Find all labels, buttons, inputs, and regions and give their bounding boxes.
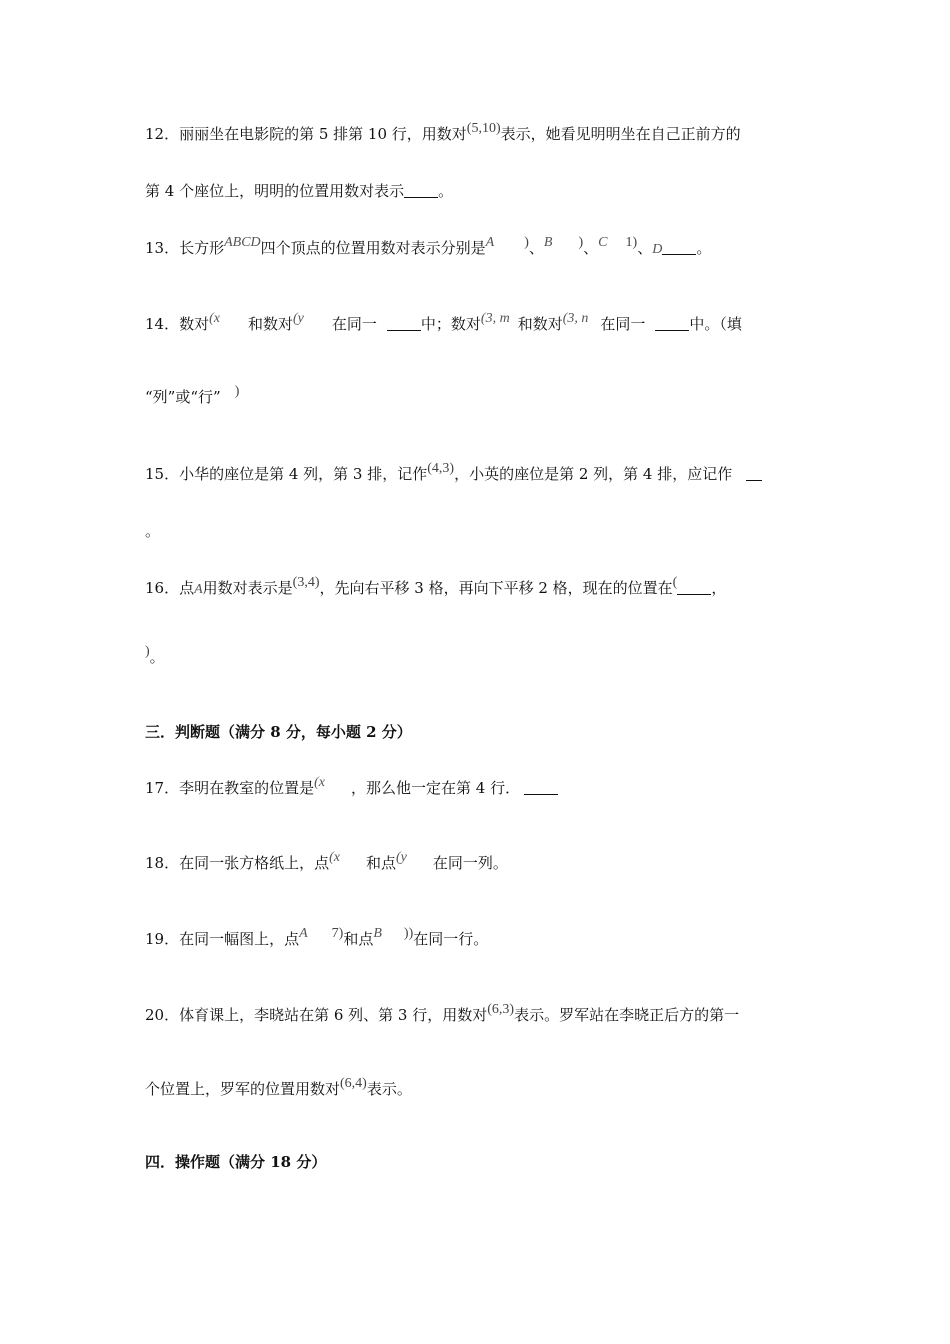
math-pair: (5,10) xyxy=(466,121,501,136)
answer-blank[interactable] xyxy=(677,580,711,595)
q15-line2: 。 xyxy=(145,522,161,540)
q20-line2: 个位置上，罗军的位置用数对(6,4)表示。 xyxy=(145,1076,412,1098)
q19-line: 19．在同一幅图上，点A 7)和点B ))在同一行。 xyxy=(145,926,489,948)
q16-line2: )。 xyxy=(145,644,165,666)
q17-line: 17．李明在教室的位置是(x ，那么他一定在第 4 行． xyxy=(145,778,558,800)
answer-blank[interactable] xyxy=(655,316,689,331)
section-heading-judgement: 三．判断题（满分 8 分，每小题 2 分） xyxy=(145,723,412,741)
q20-line1: 20．体育课上，李晓站在第 6 列、第 3 行，用数对(6,3)表示。罗军站在李晓正后方的第一 xyxy=(145,1002,740,1024)
answer-blank[interactable] xyxy=(662,240,696,255)
q16-line1: 16．点A用数对表示是(3,4)，先向右平移 3 格，再向下平移 2 格，现在的位置在( ， xyxy=(145,575,727,597)
answer-blank[interactable] xyxy=(524,780,558,795)
q14-line2: “列”或“行” ) xyxy=(145,384,240,406)
q12-line1: 12．丽丽坐在电影院的第 5 排第 10 行，用数对(5,10)表示，她看见明明坐在自己正前方的 xyxy=(145,121,741,143)
q12-line2: 第 4 个座位上，明明的位置用数对表示 。 xyxy=(145,182,454,200)
q14-line1: 14．数对(x 和数对(y 在同一 中；数对(3, m 和数对(3, n 在同一 中。（填 xyxy=(145,311,742,333)
answer-blank[interactable] xyxy=(746,466,762,481)
q13-line: 13．长方形ABCD四个顶点的位置用数对表示分别是A )、B )、C 1)、D 。 xyxy=(145,235,712,257)
answer-blank[interactable] xyxy=(387,316,421,331)
q18-line: 18．在同一张方格纸上，点(x 和点(y 在同一列。 xyxy=(145,850,508,872)
answer-blank[interactable] xyxy=(404,183,438,198)
q15-line1: 15．小华的座位是第 4 列，第 3 排，记作(4,3)，小英的座位是第 2 列，第 4 排，应记作 xyxy=(145,464,762,486)
section-heading-operation: 四．操作题（满分 18 分） xyxy=(145,1153,327,1171)
